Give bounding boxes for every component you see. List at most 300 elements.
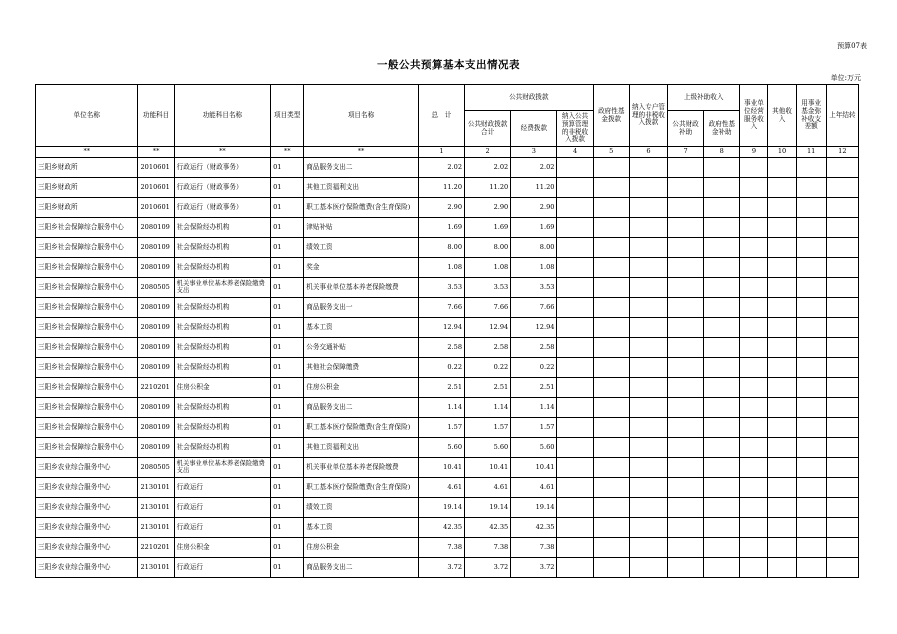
cell-project-name: 住房公积金: [304, 538, 419, 558]
cell-project-name: 基本工资: [304, 318, 419, 338]
cell-empty: [768, 538, 796, 558]
cell-empty: [668, 458, 704, 478]
cell-unit-name: 三阳乡社会保障综合服务中心: [36, 418, 138, 438]
table-row: [36, 198, 859, 218]
index-cell: 5: [593, 147, 629, 158]
cell-operating-funds: 8.00: [511, 238, 557, 258]
cell-empty: [704, 478, 740, 498]
cell-total: 2.02: [418, 158, 464, 178]
cell-func-name: 行政运行: [174, 498, 270, 518]
cell-unit-name: 三阳乡农业综合服务中心: [36, 538, 138, 558]
cell-func-code: 2010601: [138, 178, 174, 198]
cell-empty: [740, 198, 768, 218]
cell-empty: [629, 238, 667, 258]
cell-unit-name: 三阳乡财政所: [36, 178, 138, 198]
cell-empty: [704, 278, 740, 298]
cell-project-name: 商品服务支出二: [304, 158, 419, 178]
table-header: [36, 85, 859, 158]
cell-operating-funds: 3.53: [511, 278, 557, 298]
cell-empty: [557, 538, 593, 558]
cell-operating-funds: 1.14: [511, 398, 557, 418]
cell-empty: [593, 358, 629, 378]
cell-empty: [740, 338, 768, 358]
cell-public-finance-total: 10.41: [465, 458, 511, 478]
cell-empty: [768, 158, 796, 178]
cell-project-name: 绩效工资: [304, 238, 419, 258]
cell-empty: [796, 558, 826, 578]
cell-empty: [704, 518, 740, 538]
cell-empty: [593, 218, 629, 238]
cell-func-name: 社会保险经办机构: [174, 358, 270, 378]
cell-total: 2.90: [418, 198, 464, 218]
cell-unit-name: 三阳乡财政所: [36, 198, 138, 218]
cell-func-code: 2210201: [138, 378, 174, 398]
cell-unit-name: 三阳乡社会保障综合服务中心: [36, 238, 138, 258]
cell-total: 7.38: [418, 538, 464, 558]
cell-func-name: 社会保险经办机构: [174, 318, 270, 338]
table-row: [36, 418, 859, 438]
cell-operating-funds: 7.66: [511, 298, 557, 318]
cell-empty: [668, 218, 704, 238]
col-superior-gov-fund: 政府性基金补助: [704, 111, 740, 147]
cell-func-code: 2080109: [138, 298, 174, 318]
cell-empty: [826, 278, 858, 298]
cell-empty: [796, 458, 826, 478]
cell-empty: [629, 378, 667, 398]
cell-empty: [826, 438, 858, 458]
index-row: [36, 147, 859, 158]
col-unit-name: 单位名称: [36, 85, 138, 147]
cell-empty: [740, 558, 768, 578]
table-row: [36, 358, 859, 378]
cell-empty: [704, 218, 740, 238]
cell-project-type: 01: [271, 318, 304, 338]
cell-unit-name: 三阳乡社会保障综合服务中心: [36, 358, 138, 378]
col-gov-fund: 政府性基金拨款: [593, 85, 629, 147]
cell-empty: [826, 518, 858, 538]
cell-unit-name: 三阳乡社会保障综合服务中心: [36, 278, 138, 298]
cell-empty: [629, 258, 667, 278]
cell-empty: [740, 498, 768, 518]
cell-operating-funds: 19.14: [511, 498, 557, 518]
index-cell: **: [138, 147, 174, 158]
cell-project-name: 职工基本医疗保险缴费(含生育保险): [304, 478, 419, 498]
col-superior-public: 公共财政补助: [668, 111, 704, 147]
cell-empty: [629, 538, 667, 558]
cell-func-code: 2080505: [138, 278, 174, 298]
cell-public-finance-total: 1.14: [465, 398, 511, 418]
table-row: [36, 258, 859, 278]
cell-empty: [796, 178, 826, 198]
cell-empty: [668, 558, 704, 578]
cell-operating-funds: 4.61: [511, 478, 557, 498]
cell-unit-name: 三阳乡农业综合服务中心: [36, 498, 138, 518]
cell-empty: [796, 498, 826, 518]
cell-empty: [768, 398, 796, 418]
cell-empty: [826, 378, 858, 398]
cell-project-name: 职工基本医疗保险缴费(含生育保险): [304, 198, 419, 218]
cell-empty: [796, 198, 826, 218]
cell-empty: [704, 398, 740, 418]
cell-project-type: 01: [271, 518, 304, 538]
index-cell: 4: [557, 147, 593, 158]
cell-empty: [704, 318, 740, 338]
cell-empty: [796, 318, 826, 338]
cell-empty: [768, 278, 796, 298]
cell-func-name: 住房公积金: [174, 378, 270, 398]
cell-total: 5.60: [418, 438, 464, 458]
cell-empty: [704, 238, 740, 258]
cell-empty: [796, 278, 826, 298]
cell-empty: [768, 318, 796, 338]
cell-empty: [557, 338, 593, 358]
table-row: [36, 298, 859, 318]
cell-empty: [668, 378, 704, 398]
cell-empty: [740, 358, 768, 378]
cell-empty: [704, 438, 740, 458]
cell-empty: [796, 378, 826, 398]
table-row: [36, 178, 859, 198]
cell-total: 0.22: [418, 358, 464, 378]
cell-project-type: 01: [271, 418, 304, 438]
cell-empty: [557, 178, 593, 198]
cell-empty: [593, 558, 629, 578]
table-row: [36, 378, 859, 398]
index-cell: 6: [629, 147, 667, 158]
cell-project-type: 01: [271, 178, 304, 198]
cell-func-name: 社会保险经办机构: [174, 258, 270, 278]
cell-empty: [740, 158, 768, 178]
cell-empty: [629, 518, 667, 538]
cell-public-finance-total: 7.38: [465, 538, 511, 558]
cell-empty: [768, 338, 796, 358]
cell-empty: [629, 398, 667, 418]
cell-empty: [668, 398, 704, 418]
cell-func-name: 行政运行: [174, 518, 270, 538]
cell-empty: [593, 438, 629, 458]
cell-empty: [704, 178, 740, 198]
cell-operating-funds: 42.35: [511, 518, 557, 538]
cell-empty: [826, 458, 858, 478]
cell-project-type: 01: [271, 498, 304, 518]
cell-empty: [593, 278, 629, 298]
cell-operating-funds: 10.41: [511, 458, 557, 478]
cell-empty: [704, 358, 740, 378]
cell-empty: [629, 358, 667, 378]
cell-empty: [826, 358, 858, 378]
cell-project-type: 01: [271, 478, 304, 498]
index-cell: 2: [465, 147, 511, 158]
cell-empty: [629, 178, 667, 198]
cell-empty: [740, 458, 768, 478]
cell-unit-name: 三阳乡社会保障综合服务中心: [36, 298, 138, 318]
index-cell: 10: [768, 147, 796, 158]
cell-empty: [593, 378, 629, 398]
cell-empty: [704, 198, 740, 218]
cell-project-type: 01: [271, 438, 304, 458]
cell-unit-name: 三阳乡社会保障综合服务中心: [36, 338, 138, 358]
cell-func-name: 住房公积金: [174, 538, 270, 558]
cell-empty: [826, 238, 858, 258]
cell-empty: [593, 258, 629, 278]
cell-project-name: 公务交通补贴: [304, 338, 419, 358]
cell-empty: [557, 358, 593, 378]
cell-empty: [826, 558, 858, 578]
cell-empty: [557, 458, 593, 478]
cell-empty: [740, 398, 768, 418]
cell-total: 42.35: [418, 518, 464, 538]
cell-empty: [557, 438, 593, 458]
cell-empty: [768, 478, 796, 498]
col-func-name: 功能科目名称: [174, 85, 270, 147]
cell-empty: [704, 338, 740, 358]
cell-empty: [768, 438, 796, 458]
cell-project-name: 基本工资: [304, 518, 419, 538]
cell-project-type: 01: [271, 278, 304, 298]
cell-total: 11.20: [418, 178, 464, 198]
cell-total: 1.57: [418, 418, 464, 438]
cell-unit-name: 三阳乡社会保障综合服务中心: [36, 258, 138, 278]
cell-empty: [768, 238, 796, 258]
cell-empty: [704, 418, 740, 438]
cell-public-finance-total: 0.22: [465, 358, 511, 378]
cell-func-name: 行政运行: [174, 558, 270, 578]
cell-empty: [668, 318, 704, 338]
cell-unit-name: 三阳乡农业综合服务中心: [36, 558, 138, 578]
cell-total: 19.14: [418, 498, 464, 518]
cell-total: 3.53: [418, 278, 464, 298]
page-title: 一般公共预算基本支出情况表: [377, 59, 520, 71]
cell-public-finance-total: 2.58: [465, 338, 511, 358]
cell-project-name: 其他社会保障缴费: [304, 358, 419, 378]
cell-empty: [768, 378, 796, 398]
col-group-superior: 上级补助收入: [668, 85, 740, 111]
unit-label: 单位:万元: [830, 74, 861, 82]
cell-empty: [796, 538, 826, 558]
index-cell: **: [174, 147, 270, 158]
cell-project-type: 01: [271, 218, 304, 238]
index-cell: 8: [704, 147, 740, 158]
cell-empty: [768, 518, 796, 538]
cell-empty: [557, 258, 593, 278]
cell-func-code: 2210201: [138, 538, 174, 558]
cell-empty: [557, 418, 593, 438]
cell-public-finance-total: 2.51: [465, 378, 511, 398]
cell-total: 1.69: [418, 218, 464, 238]
cell-func-name: 社会保险经办机构: [174, 238, 270, 258]
cell-empty: [593, 458, 629, 478]
table-row: [36, 498, 859, 518]
cell-project-name: 商品服务支出一: [304, 298, 419, 318]
cell-func-name: 机关事业单位基本养老保险缴费支出: [174, 458, 270, 478]
cell-empty: [796, 298, 826, 318]
cell-empty: [668, 258, 704, 278]
table-row: [36, 338, 859, 358]
cell-func-code: 2130101: [138, 518, 174, 538]
cell-operating-funds: 1.57: [511, 418, 557, 438]
cell-operating-funds: 2.58: [511, 338, 557, 358]
cell-empty: [629, 218, 667, 238]
cell-operating-funds: 0.22: [511, 358, 557, 378]
table-row: [36, 558, 859, 578]
cell-empty: [593, 298, 629, 318]
cell-total: 1.14: [418, 398, 464, 418]
cell-unit-name: 三阳乡农业综合服务中心: [36, 518, 138, 538]
cell-empty: [668, 338, 704, 358]
cell-total: 1.08: [418, 258, 464, 278]
cell-empty: [826, 418, 858, 438]
cell-empty: [557, 238, 593, 258]
col-last-year: 上年结转: [826, 85, 858, 147]
cell-empty: [740, 238, 768, 258]
cell-empty: [796, 438, 826, 458]
cell-empty: [740, 178, 768, 198]
cell-func-code: 2080109: [138, 218, 174, 238]
cell-empty: [704, 538, 740, 558]
cell-func-name: 行政运行（财政事务）: [174, 198, 270, 218]
cell-empty: [826, 338, 858, 358]
cell-empty: [740, 318, 768, 338]
table-row: [36, 478, 859, 498]
cell-empty: [557, 378, 593, 398]
index-cell: 11: [796, 147, 826, 158]
cell-func-name: 社会保险经办机构: [174, 398, 270, 418]
cell-project-type: 01: [271, 158, 304, 178]
cell-unit-name: 三阳乡财政所: [36, 158, 138, 178]
col-special-account-funds: 纳入公共预算管理的非税收入拨款: [557, 111, 593, 147]
col-business-income: 事业单位经营服务收入: [740, 85, 768, 147]
cell-empty: [629, 318, 667, 338]
col-func-code: 功能科目: [138, 85, 174, 147]
cell-empty: [629, 338, 667, 358]
col-public-finance-total: 公共财政拨款合计: [465, 111, 511, 147]
cell-project-name: 奖金: [304, 258, 419, 278]
cell-empty: [668, 278, 704, 298]
index-cell: 7: [668, 147, 704, 158]
cell-func-code: 2130101: [138, 498, 174, 518]
cell-empty: [668, 498, 704, 518]
table-row: [36, 158, 859, 178]
cell-empty: [629, 198, 667, 218]
cell-unit-name: 三阳乡社会保障综合服务中心: [36, 378, 138, 398]
cell-empty: [593, 158, 629, 178]
cell-empty: [704, 498, 740, 518]
cell-project-type: 01: [271, 258, 304, 278]
cell-public-finance-total: 3.72: [465, 558, 511, 578]
cell-operating-funds: 7.38: [511, 538, 557, 558]
cell-project-type: 01: [271, 298, 304, 318]
cell-empty: [593, 318, 629, 338]
cell-empty: [768, 298, 796, 318]
cell-empty: [796, 398, 826, 418]
budget-table: [35, 84, 859, 578]
cell-empty: [668, 538, 704, 558]
cell-public-finance-total: 8.00: [465, 238, 511, 258]
cell-public-finance-total: 1.57: [465, 418, 511, 438]
cell-empty: [740, 258, 768, 278]
cell-empty: [768, 358, 796, 378]
cell-operating-funds: 2.02: [511, 158, 557, 178]
cell-public-finance-total: 2.02: [465, 158, 511, 178]
cell-public-finance-total: 42.35: [465, 518, 511, 538]
cell-project-type: 01: [271, 358, 304, 378]
cell-empty: [740, 278, 768, 298]
cell-empty: [557, 398, 593, 418]
cell-project-type: 01: [271, 398, 304, 418]
cell-empty: [704, 378, 740, 398]
cell-func-code: 2130101: [138, 478, 174, 498]
cell-public-finance-total: 5.60: [465, 438, 511, 458]
cell-empty: [826, 498, 858, 518]
cell-empty: [668, 478, 704, 498]
cell-empty: [768, 418, 796, 438]
cell-func-name: 社会保险经办机构: [174, 298, 270, 318]
cell-total: 2.58: [418, 338, 464, 358]
cell-empty: [629, 278, 667, 298]
table-body: [36, 158, 859, 578]
cell-empty: [629, 438, 667, 458]
cell-empty: [629, 298, 667, 318]
cell-empty: [740, 478, 768, 498]
cell-total: 10.41: [418, 458, 464, 478]
cell-total: 12.94: [418, 318, 464, 338]
cell-empty: [826, 538, 858, 558]
col-reserve: 用事业基金弥补收支差额: [796, 85, 826, 147]
cell-func-name: 社会保险经办机构: [174, 338, 270, 358]
cell-func-name: 机关事业单位基本养老保险缴费支出: [174, 278, 270, 298]
cell-func-code: 2080109: [138, 438, 174, 458]
table-row: [36, 518, 859, 538]
cell-empty: [593, 338, 629, 358]
index-cell: 3: [511, 147, 557, 158]
table-row: [36, 218, 859, 238]
cell-project-name: 绩效工资: [304, 498, 419, 518]
cell-public-finance-total: 19.14: [465, 498, 511, 518]
cell-empty: [826, 298, 858, 318]
cell-func-name: 行政运行（财政事务）: [174, 158, 270, 178]
cell-project-type: 01: [271, 338, 304, 358]
cell-empty: [826, 318, 858, 338]
cell-empty: [796, 218, 826, 238]
cell-empty: [593, 198, 629, 218]
cell-operating-funds: 5.60: [511, 438, 557, 458]
cell-empty: [768, 458, 796, 478]
cell-empty: [593, 518, 629, 538]
cell-empty: [704, 258, 740, 278]
cell-unit-name: 三阳乡社会保障综合服务中心: [36, 318, 138, 338]
index-cell: **: [304, 147, 419, 158]
cell-func-code: 2080109: [138, 258, 174, 278]
cell-empty: [796, 478, 826, 498]
cell-func-name: 社会保险经办机构: [174, 218, 270, 238]
cell-unit-name: 三阳乡社会保障综合服务中心: [36, 218, 138, 238]
cell-empty: [668, 418, 704, 438]
cell-empty: [826, 158, 858, 178]
cell-func-code: 2010601: [138, 198, 174, 218]
cell-public-finance-total: 2.90: [465, 198, 511, 218]
cell-empty: [668, 358, 704, 378]
table-row: [36, 318, 859, 338]
cell-empty: [740, 438, 768, 458]
cell-empty: [629, 498, 667, 518]
cell-public-finance-total: 1.69: [465, 218, 511, 238]
cell-project-name: 职工基本医疗保险缴费(含生育保险): [304, 418, 419, 438]
cell-operating-funds: 11.20: [511, 178, 557, 198]
table-row: [36, 438, 859, 458]
cell-unit-name: 三阳乡社会保障综合服务中心: [36, 438, 138, 458]
cell-empty: [629, 478, 667, 498]
cell-empty: [768, 178, 796, 198]
